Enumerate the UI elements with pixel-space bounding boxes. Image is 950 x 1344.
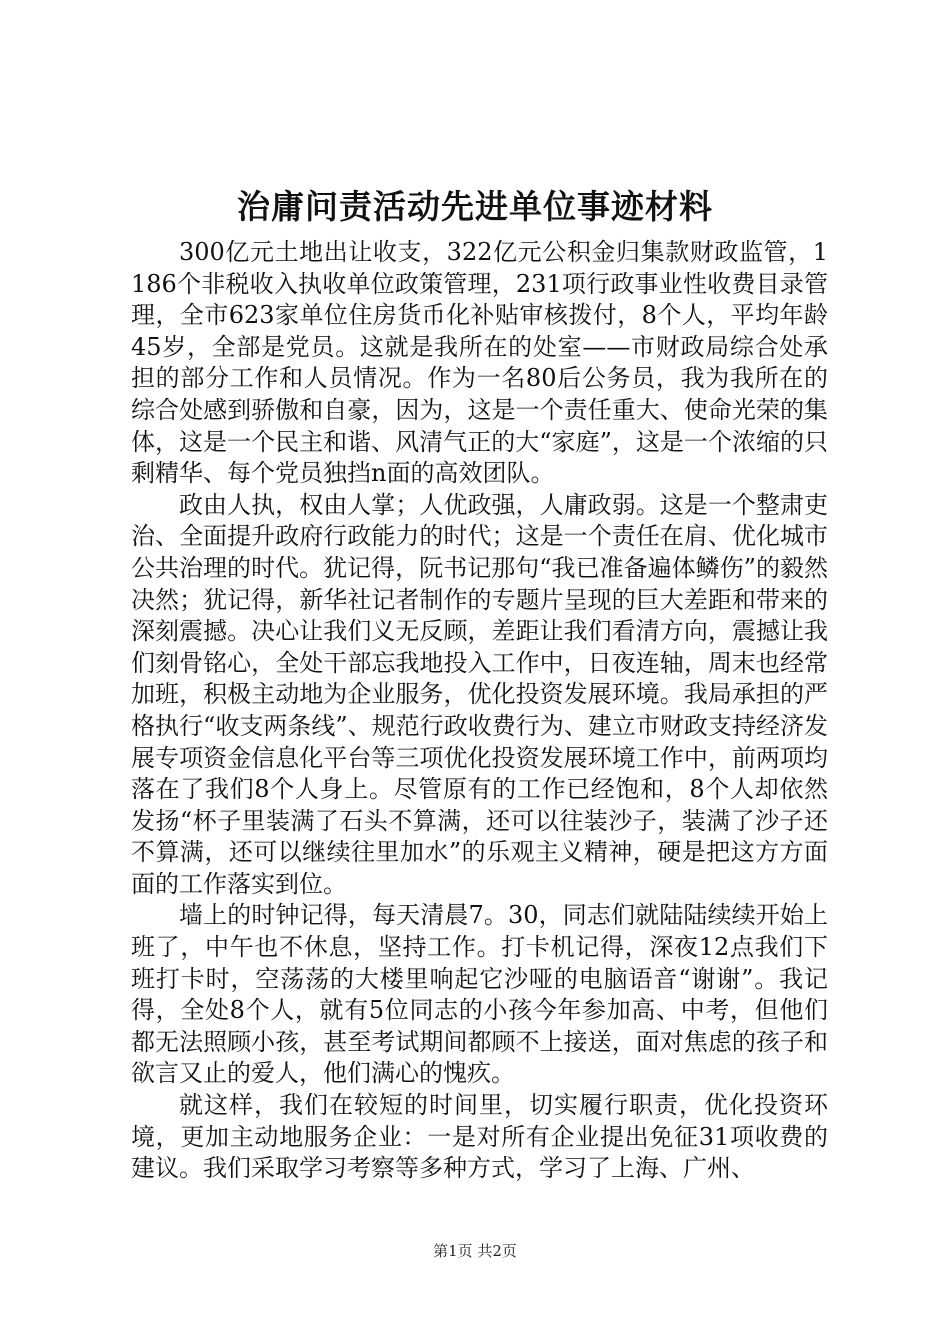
paragraph-3: 墙上的时钟记得，每天清晨7。30，同志们就陆陆续续开始上班了，中午也不休息，坚持工作。打卡机记得，深夜12点我们下班打卡时，空荡荡的大楼里响起它沙哑的电脑语音“谢谢”。我记得，全处8个人，就有5位同志的小孩今年参加高、中考，但他们都无法照顾小孩，甚至考试期间都顾不上接送，面对焦虑的孩子和欲言又止的爱人，他们满心的愧疚。 bbox=[131, 901, 828, 1088]
document-body bbox=[131, 237, 828, 1185]
paragraph-2: 政由人执，权由人掌；人优政强，人庸政弱。这是一个整肃吏治、全面提升政府行政能力的时代；这是一个责任在肩、优化城市公共治理的时代。犹记得，阮书记那句“我已准备遍体鳞伤”的毅然决然；犹记得，新华社记者制作的专题片呈现的巨大差距和带来的深刻震撼。决心让我们义无反顾，差距让我们看清方向，震撼让我们刻骨铭心，全处干部忘我地投入工作中，日夜连轴，周末也经常加班，积极主动地为企业服务，优化投资发展环境。我局承担的严格执行“收支两条线”、规范行政收费行为、建立市财政支持经济发展专项资金信息化平台等三项优化投资发展环境工作中，前两项均落在了我们8个人身上。尽管原有的工作已经饱和，8个人却依然发扬“杯子里装满了石头不算满，还可以往装沙子，装满了沙子还不算满，还可以继续往里加水”的乐观主义精神，硬是把这方方面面的工作落实到位。 bbox=[131, 490, 828, 898]
paragraph-4: 就这样，我们在较短的时间里，切实履行职责，优化投资环境，更加主动地服务企业：一是对所有企业提出免征31项收费的建议。我们采取学习考察等多种方式，学习了上海、广州、 bbox=[131, 1091, 828, 1183]
page-footer bbox=[0, 1241, 950, 1261]
paragraph-1: 300亿元土地出让收支，322亿元公积金归集款财政监管，1186个非税收入执收单位政策管理，231项行政事业性收费目录管理，全市623家单位住房货币化补贴审核拨付，8个人，平均年龄45岁，全部是党员。这就是我所在的处室——市财政局综合处承担的部分工作和人员情况。作为一名80后公务员，我为我所在的综合处感到骄傲和自豪，因为，这是一个责任重大、使命光荣的集体，这是一个民主和谐、风清气正的大“家庭”，这是一个浓缩的只剩精华、每个党员独挡n面的高效团队。 bbox=[131, 238, 828, 488]
document-title: 治庸问责活动先进单位事迹材料 bbox=[237, 187, 713, 226]
page-number: 第1页 共2页 bbox=[433, 1242, 517, 1260]
